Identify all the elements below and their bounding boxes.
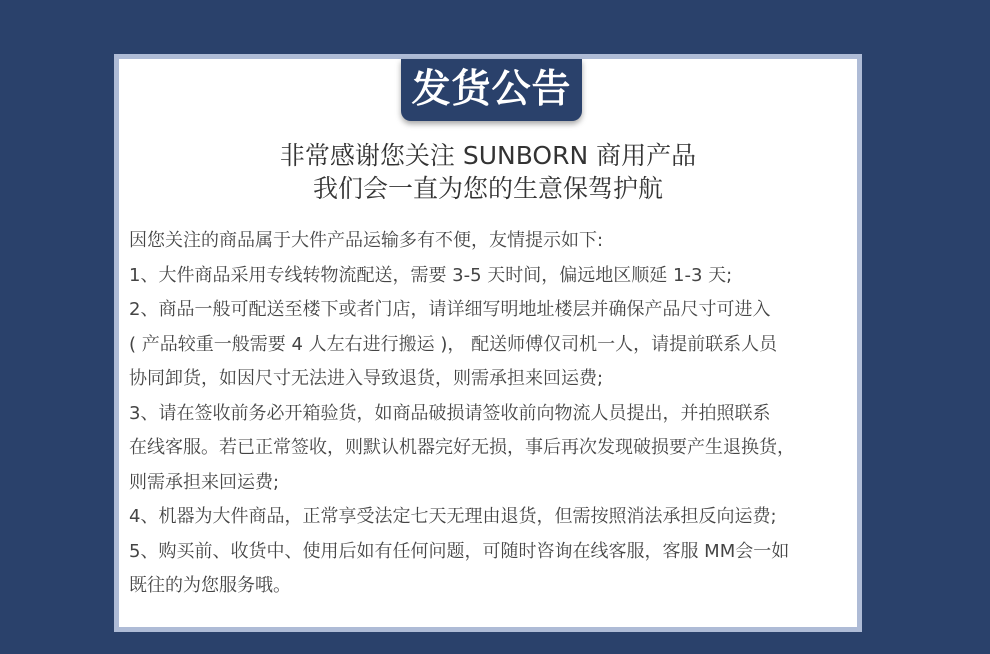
notice-title: 发货公告 [401,59,582,121]
notice-line: 2、商品一般可配送至楼下或者门店，请详细写明地址楼层并确保产品尺寸可进入 [129,299,771,320]
notice-line: 既往的为您服务哦。 [129,575,291,596]
headline-thanks: 非常感谢您关注 SUNBORN 商用产品 [279,141,697,170]
notice-line: 5、购买前、收货中、使用后如有任何问题，可随时咨询在线客服，客服 MM会一如 [129,540,790,562]
headline-slogan: 我们会一直为您的生意保驾护航 [312,174,663,203]
notice-line: 1、大件商品采用专线转物流配送，需要 3-5 天时间，偏远地区顺延 1-3 天; [129,264,733,286]
notice-body [129,224,854,604]
notice-line: 在线客服。若已正常签收，则默认机器完好无损，事后再次发现破损要产生退换货， [129,437,795,458]
notice-line: 4、机器为大件商品，正常享受法定七天无理由退货，但需按照消法承担反向运费; [129,506,777,527]
notice-intro: 因您关注的商品属于大件产品运输多有不便，友情提示如下: [129,230,604,251]
notice-line: 协同卸货，如因尺寸无法进入导致退货，则需承担来回运费; [129,368,604,389]
notice-line: 3、请在签收前务必开箱验货，如商品破损请签收前向物流人员提出，并拍照联系 [129,402,771,424]
notice-line: 则需承担来回运费; [129,471,280,493]
notice-line: ( 产品较重一般需要 4 人左右进行搬运 )， 配送师傅仅司机一人，请提前联系人员 [129,333,778,355]
